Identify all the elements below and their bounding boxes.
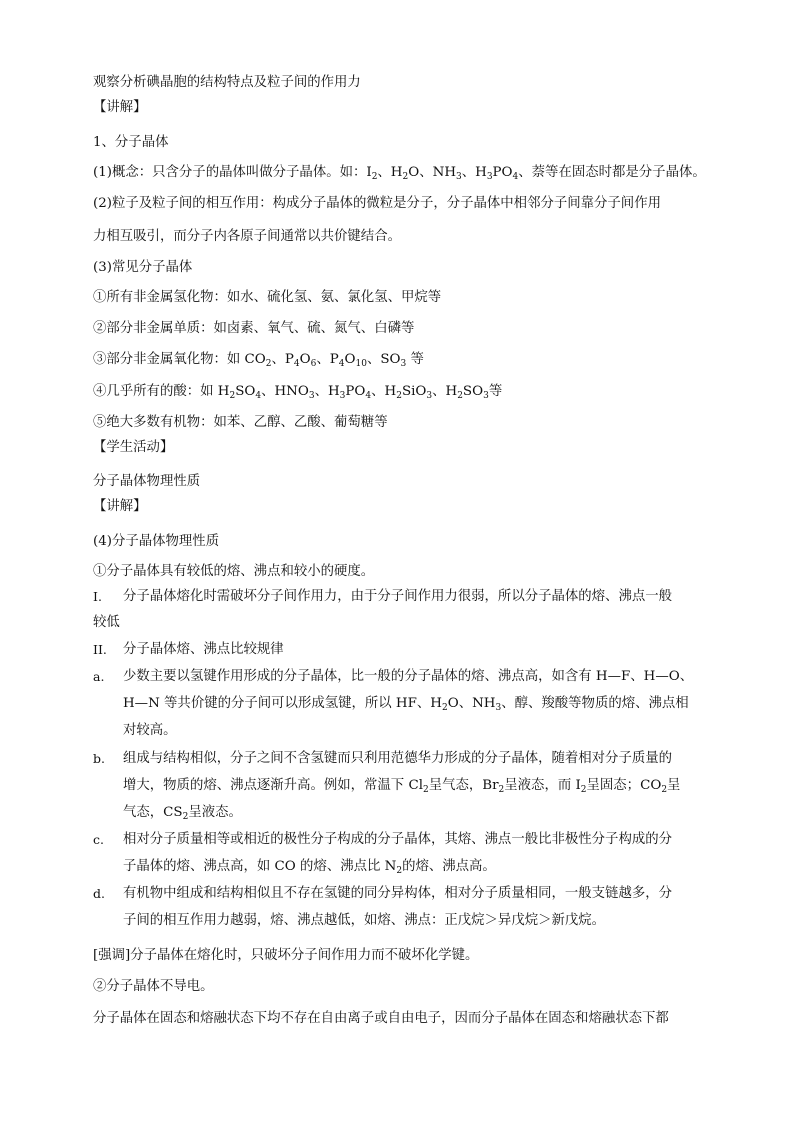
list-item-acids: ④几乎所有的酸：如 $H_2SO_4$、$HNO_3$、$H_3PO_4$、$H_2SiO_3$、$H_2SO_3$等 [93,384,503,401]
roman-marker-2: II. [93,642,107,657]
letter-marker-b: b. [93,751,105,766]
letter-marker-a: a. [93,669,105,684]
doc-title: 观察分析碘晶胞的结构特点及粒子间的作用力 [93,75,361,90]
section-molecular-crystal: 1、分子晶体 [93,135,169,150]
rule-b-line2: 增大，物质的熔、沸点逐渐升高。例如，常温下 $Cl_2$呈气态，$Br_2$呈液态，而 $I_2$呈固态；$CO_2$呈 [123,778,681,795]
heading-lecture-2: 【讲解】 [93,499,147,514]
roman-marker-1: I. [93,589,102,604]
rule-a-line1: 少数主要以氢键作用形成的分子晶体，比一般的分子晶体的熔、沸点高，如含有 H—F、H—O、 [123,669,694,684]
rule-a-line2: H—N 等共价键的分子间可以形成氢键，所以 HF、$H_2O$、$NH_3$、醇、羧酸等物质的熔、沸点相 [123,696,689,713]
roman-item-1-line1: 分子晶体熔化时需破坏分子间作用力，由于分子间作用力很弱，所以分子晶体的熔、沸点一般 [123,589,673,604]
student-activity-text: 分子晶体物理性质 [93,474,201,489]
list-item-elements: ②部分非金属单质：如卤素、氧气、硫、氮气、白磷等 [93,321,415,336]
heading-lecture: 【讲解】 [93,100,147,115]
rule-c-line1: 相对分子质量相等或相近的极性分子构成的分子晶体，其熔、沸点一般比非极性分子构成的分 [123,832,673,847]
list-item-organics: ⑤绝大多数有机物：如苯、乙醇、乙酸、葡萄糖等 [93,415,388,430]
paragraph-concept: (1)概念：只含分子的晶体叫做分子晶体。如：$I_2$、$H_2O$、$NH_3$、$H_3PO_4$、萘等在固态时都是分子晶体。 [93,165,706,182]
letter-marker-d: d. [93,886,105,901]
rule-c-line2: 子晶体的熔、沸点高，如 CO 的熔、沸点比 $N_2$的熔、沸点高。 [123,859,496,876]
paragraph-common-crystals: (3)常见分子晶体 [93,260,193,275]
paragraph-conductivity: 分子晶体在固态和熔融状态下均不存在自由离子或自由电子，因而分子晶体在固态和熔融状态下都 [93,1011,669,1026]
rule-d-line2: 子间的相互作用力越弱，熔、沸点越低，如熔、沸点：正戊烷＞异戊烷＞新戊烷。 [123,913,606,928]
paragraph-physical-properties: (4)分子晶体物理性质 [93,534,220,549]
rule-a-line3: 对较高。 [123,723,177,738]
rule-d-line1: 有机物中组成和结构相似且不存在氢键的同分异构体，相对分子质量相同，一般支链越多，分 [123,886,673,901]
property-nonconductive: ②分子晶体不导电。 [93,979,214,994]
heading-student-activity: 【学生活动】 [93,440,174,455]
paragraph-interaction-line2: 力相互吸引，而分子内各原子间通常以共价键结合。 [93,229,401,244]
roman-item-1-line2: 较低 [93,615,120,630]
paragraph-interaction-line1: (2)粒子及粒子间的相互作用：构成分子晶体的微粒是分子，分子晶体中相邻分子间靠分子间作用 [93,196,661,211]
property-low-melting: ①分子晶体具有较低的熔、沸点和较小的硬度。 [93,564,375,579]
list-item-oxides: ③部分非金属氧化物：如 $CO_2$、$P_4O_6$、$P_4O_{10}$、$SO_3$ 等 [93,352,424,369]
rule-b-line3: 气态，$CS_2$呈液态。 [123,805,242,822]
rule-b-line1: 组成与结构相似，分子之间不含氢键而只利用范德华力形成的分子晶体，随着相对分子质量的 [123,751,673,766]
roman-item-2: 分子晶体熔、沸点比较规律 [123,642,284,657]
emphasis-note: [强调]分子晶体在熔化时，只破坏分子间作用力而不破坏化学键。 [93,948,479,963]
letter-marker-c: c. [93,832,104,847]
list-item-hydrides: ①所有非金属氢化物：如水、硫化氢、氨、氯化氢、甲烷等 [93,290,442,305]
